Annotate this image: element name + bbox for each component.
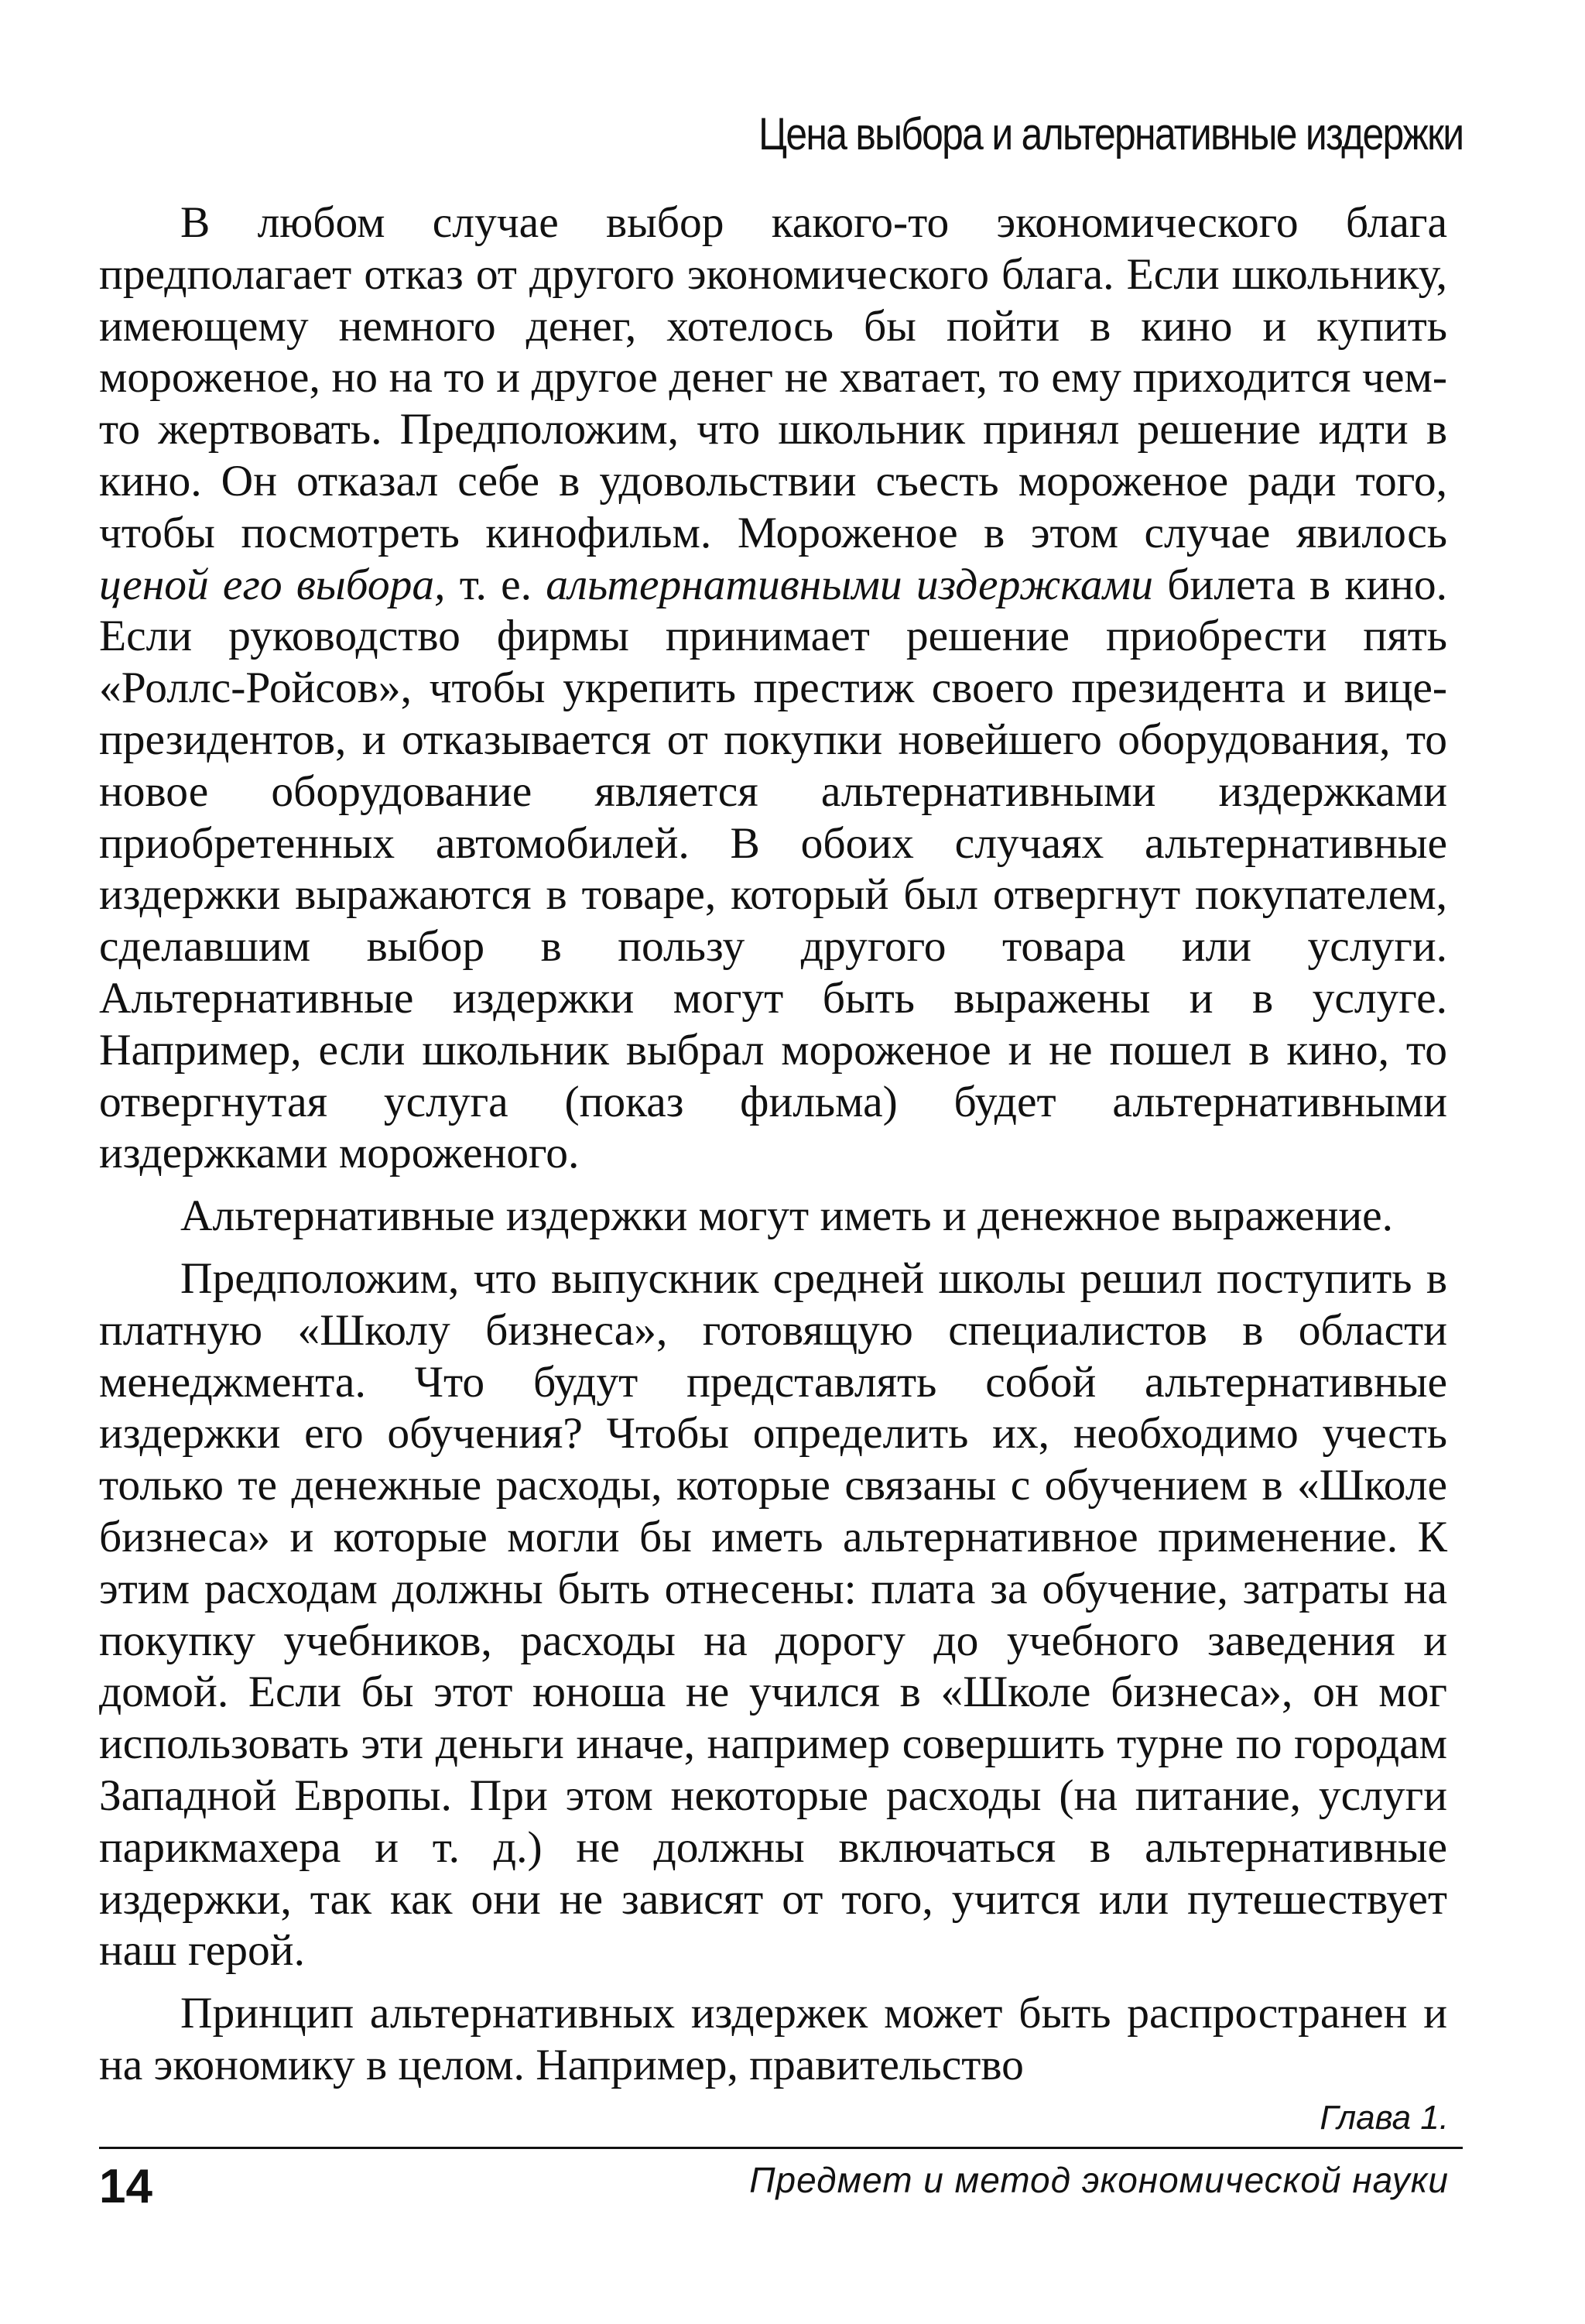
paragraph-1-text-c: билета в кино. Если руководство фирмы принимает решение приобрести пять «Роллс-Ройсов», чтобы укрепить престиж своего президента и вице-президентов, и отказывается от покупки новейшего оборудования, то новое оборудование является альтернативными издержками приобретенных автомобилей. В обоих случаях альтернативные издержки выражаются в товаре, который был отвергнут покупателем, сделавшим выбор в пользу другого товара или услуги. Альтернативные издержки могут быть выражены и в услуге. Например, если школьник выбрал мороженое и не пошел в кино, то отвергнутая услуга (показ фильма) будет альтернативными издержками мороженого. <box>99 560 1447 1178</box>
chapter-title: Предмет и метод экономической науки <box>749 2160 1449 2200</box>
italic-term-price-of-choice: ценой его выбора, <box>99 560 446 609</box>
running-title: Цена выбора и альтернативные издержки <box>758 109 1463 159</box>
body-text <box>99 197 1447 2092</box>
paragraph-1 <box>99 197 1447 1180</box>
footer-rule <box>99 2147 1463 2149</box>
paragraph-1-text-a: В любом случае выбор какого-то экономического блага предполагает отказ от другого экономического блага. Если школьнику, имеющему немного денег, хотелось бы пойти в кино и купить мороженое, но на то и другое денег не хватает, то ему приходится чем-то жертвовать. Предположим, что школьник принял решение идти в кино. Он отказал себе в удовольствии съесть мороженое ради того, чтобы посмотреть кинофильм. Мороженое в этом случае явилось <box>99 198 1447 557</box>
page-number: 14 <box>99 2160 152 2213</box>
chapter-label: Глава 1. <box>1320 2099 1449 2137</box>
paragraph-4: Принцип альтернативных издержек может быть распространен и на экономику в целом. Например, правительство <box>99 1989 1447 2089</box>
paragraph-3: Предположим, что выпускник средней школы решил поступить в платную «Школу бизнеса», готовящую специалистов в области менеджмента. Что будут представлять собой альтернативные издержки его обучения? Чтобы определить их, необходимо учесть только те денежные расходы, которые связаны с обучением в «Школе бизнеса» и которые могли бы иметь альтернативное применение. К этим расходам должны быть отнесены: плата за обучение, затраты на покупку учебников, расходы на дорогу до учебного заведения и домой. Если бы этот юноша не учился в «Школе бизнеса», он мог использовать эти деньги иначе, например совершить турне по городам Западной Европы. При этом некоторые расходы (на питание, услуги парикмахера и т. д.) не должны включаться в альтернативные издержки, так как они не зависят от того, учится или путешествует наш герой. <box>99 1253 1447 1976</box>
paragraph-1-text-b: т. е. <box>445 560 546 609</box>
italic-term-opportunity-costs: альтернативными издержками <box>546 560 1154 609</box>
paragraph-2: Альтернативные издержки могут иметь и денежное выражение. <box>180 1191 1394 1241</box>
